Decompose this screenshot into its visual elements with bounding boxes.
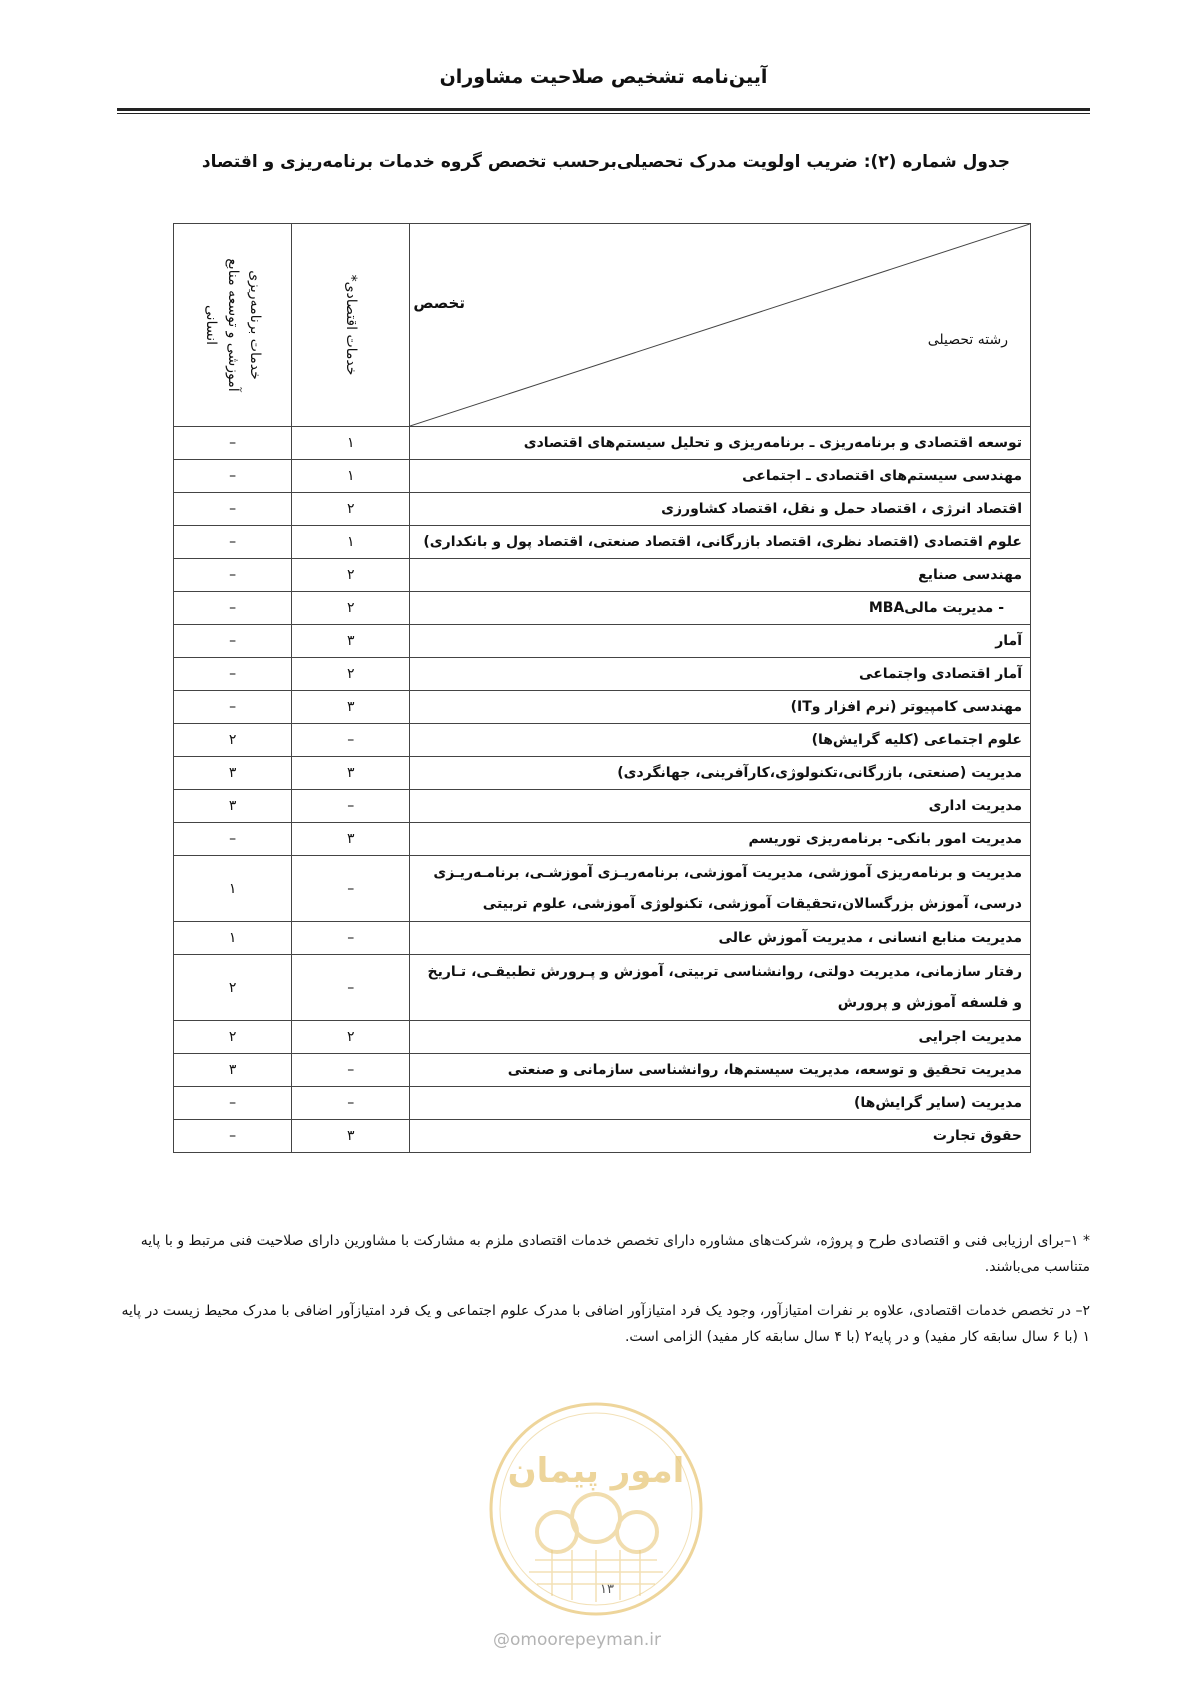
educational-planning-coefficient: ۲ [174,724,292,757]
field-of-study-cell: علوم اجتماعی (کلیه گرایش‌ها) [410,724,1031,757]
table-row [174,592,1031,625]
table-row [174,823,1031,856]
economic-services-coefficient: – [292,955,410,1021]
economic-services-coefficient: ۲ [292,658,410,691]
table-row [174,493,1031,526]
economic-services-coefficient: ۳ [292,1120,410,1153]
educational-planning-coefficient: ۳ [174,790,292,823]
educational-planning-coefficient: – [174,526,292,559]
header-rule-thin [117,113,1090,114]
header-economic-services [292,224,410,427]
table-row [174,427,1031,460]
table-row [174,559,1031,592]
field-of-study-cell: مدیریت منابع انسانی ، مدیریت آموزش عالی [410,922,1031,955]
economic-services-coefficient: – [292,922,410,955]
educational-planning-coefficient: ۲ [174,955,292,1021]
footnote-2: ۲– در تخصص خدمات اقتصادی، علاوه بر نفرات امتیازآور، وجود یک فرد امتیازآور اضافی با مدرک علوم اجتماعی و یک فرد امتیازآور اضافی با مدرک محیط زیست در پایه ۱ (با ۶ سال سابقه کار مفید) و در پایه۲ (با ۴ سال سابقه کار مفید) الزامی است. [121,1303,1090,1345]
diagonal-line [410,224,1030,426]
educational-planning-coefficient: – [174,1120,292,1153]
educational-planning-coefficient: – [174,592,292,625]
field-of-study-cell: آمار [410,625,1031,658]
table-row [174,526,1031,559]
field-of-study-cell: مدیریت اداری [410,790,1031,823]
economic-services-coefficient: ۱ [292,427,410,460]
educational-planning-coefficient: – [174,427,292,460]
table-row [174,1021,1031,1054]
educational-planning-label: خدمات برنامه‌ریزی آموزشی و توسعه منابع انسانی [202,258,263,392]
educational-planning-coefficient: ۱ [174,922,292,955]
educational-planning-coefficient: – [174,658,292,691]
economic-services-coefficient: ۲ [292,1021,410,1054]
economic-services-coefficient: ۲ [292,493,410,526]
field-of-study-label: رشته تحصیلی [927,332,1008,348]
educational-planning-coefficient: – [174,559,292,592]
educational-planning-coefficient: ۳ [174,1054,292,1087]
table-body [174,427,1031,1153]
seal-watermark [487,1400,705,1618]
economic-services-label: خدمات اقتصادی* [342,274,359,376]
educational-planning-coefficient: – [174,823,292,856]
economic-services-coefficient: ۲ [292,592,410,625]
field-of-study-cell: مدیریت و برنامه‌ریزی آموزشی، مدیریت آموزشی، برنامه‌ریـزی آموزشـی، برنامـه‌ریـزی درسی، آموزش بزرگسالان،تحقیقات آموزشی، تکنولوژی آموزشی، علوم تربیتی [410,856,1031,922]
field-of-study-cell: مدیریت اجرایی [410,1021,1031,1054]
table-row [174,1054,1031,1087]
economic-services-coefficient: ۳ [292,757,410,790]
educational-planning-coefficient: ۲ [174,1021,292,1054]
field-of-study-cell: مدیریت (سایر گرایش‌ها) [410,1087,1031,1120]
field-of-study-cell: مهندسی سیستم‌های اقتصادی ـ اجتماعی [410,460,1031,493]
watermark-url: @omoorepeyman.ir [493,1630,662,1650]
field-of-study-cell: اقتصاد انرژی ، اقتصاد حمل و نقل، اقتصاد کشاورزی [410,493,1031,526]
seal-text: امور پیمان [507,1451,685,1491]
field-of-study-cell: حقوق تجارت [410,1120,1031,1153]
economic-services-coefficient: – [292,856,410,922]
table-row [174,724,1031,757]
economic-services-coefficient: – [292,1087,410,1120]
table-row [174,1087,1031,1120]
header-educational-planning [174,224,292,427]
economic-services-coefficient: ۳ [292,823,410,856]
field-of-study-cell: مدیریت تحقیق و توسعه، مدیریت سیستم‌ها، روانشناسی سازمانی و صنعتی [410,1054,1031,1087]
priority-table [173,223,1031,1153]
table-row [174,460,1031,493]
field-of-study-cell: رفتار سازمانی، مدیریت دولتی، روانشناسی تربیتی، آموزش و پـرورش تطبیقـی، تـاریخ و فلسفه آموزش و پرورش [410,955,1031,1021]
economic-services-coefficient: ۱ [292,526,410,559]
economic-services-coefficient: – [292,724,410,757]
field-of-study-cell: توسعه اقتصادی و برنامه‌ریزی ـ برنامه‌ریزی و تحلیل سیستم‌های اقتصادی [410,427,1031,460]
educational-planning-coefficient: ۱ [174,856,292,922]
page-title: آیین‌نامه تشخیص صلاحیت مشاوران [439,66,768,88]
educational-planning-coefficient: – [174,493,292,526]
table-title: جدول شماره (۲): ضریب اولویت مدرک تحصیلی‌برحسب تخصص گروه خدمات برنامه‌ریزی و اقتصاد [201,152,1010,172]
table-header-row [174,224,1031,427]
economic-services-coefficient: ۱ [292,460,410,493]
table-row [174,790,1031,823]
educational-planning-coefficient: – [174,691,292,724]
table-row [174,1120,1031,1153]
field-of-study-cell: علوم اقتصادی (اقتصاد نظری، اقتصاد بازرگانی، اقتصاد صنعتی، اقتصاد پول و بانکداری) [410,526,1031,559]
table-row [174,658,1031,691]
educational-planning-coefficient: ۳ [174,757,292,790]
footnote-1: * ۱–برای ارزیابی فنی و اقتصادی طرح و پروژه، شرکت‌های مشاوره دارای تخصص خدمات اقتصادی ملزم به مشارکت با مشاورین دارای صلاحیت فنی مرتبط و با پایه متناسب می‌باشند. [140,1233,1090,1275]
table-row [174,625,1031,658]
educational-planning-coefficient: – [174,625,292,658]
table-row [174,691,1031,724]
economic-services-coefficient: – [292,1054,410,1087]
economic-services-coefficient: ۳ [292,625,410,658]
economic-services-coefficient: – [292,790,410,823]
table-row [174,922,1031,955]
header-rule [117,108,1090,111]
field-of-study-cell: مدیریت امور بانکی- برنامه‌ریزی توریسم [410,823,1031,856]
field-of-study-cell: مهندسی صنایع [410,559,1031,592]
page-number: ۱۳ [600,1582,614,1597]
field-of-study-cell: آمار اقتصادی واجتماعی [410,658,1031,691]
educational-planning-coefficient: – [174,1087,292,1120]
diagonal-header-cell [410,224,1031,427]
field-of-study-cell: مدیریت (صنعتی، بازرگانی،تکنولوژی،کارآفرینی، جهانگردی) [410,757,1031,790]
table-row [174,955,1031,1021]
field-of-study-cell: مهندسی کامپیوتر (نرم افزار وIT) [410,691,1031,724]
economic-services-coefficient: ۳ [292,691,410,724]
table-row [174,856,1031,922]
table-row [174,757,1031,790]
specialty-label: تخصص [413,294,465,312]
economic-services-coefficient: ۲ [292,559,410,592]
field-of-study-cell: - مدیریت مالیMBA [410,592,1031,625]
educational-planning-coefficient: – [174,460,292,493]
